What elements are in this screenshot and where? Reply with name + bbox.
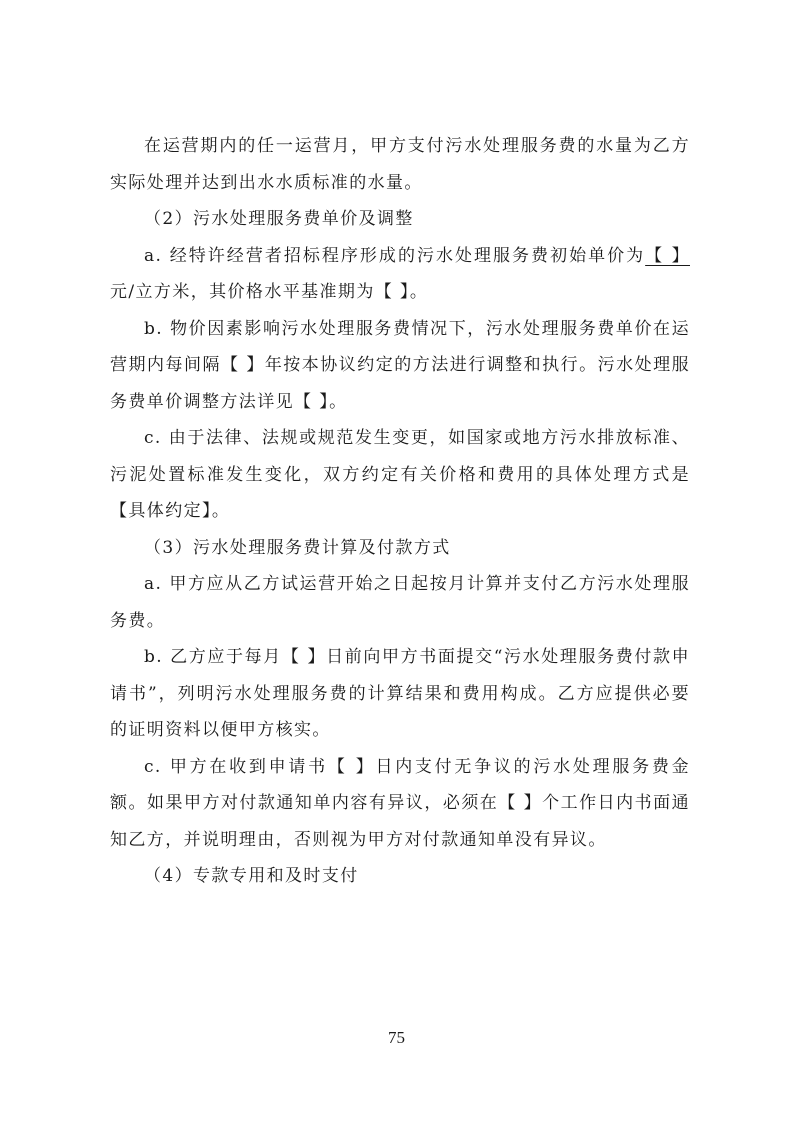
paragraph-monthly-calculation: a. 甲方应从乙方试运营开始之日起按月计算并支付乙方污水处理服务费。 xyxy=(110,574,690,631)
initial-price-text: a. 经特许经营者招标程序形成的污水处理服务费初始单价为 xyxy=(144,245,646,266)
paragraph-law-change: c. 由于法律、法规或规范发生变更，如国家或地方污水排放标准、污泥处置标准发生变化，双方约定有关价格和费用的具体处理方式是【具体约定】。 xyxy=(110,428,690,521)
paragraph-payment-request: b. 乙方应于每月【 】日前向甲方书面提交“污水处理服务费付款申请书”，列明污水处理服务费的计算结果和费用构成。乙方应提供必要的证明资料以便甲方核实。 xyxy=(110,647,690,740)
section-heading-dedicated-funds: （4）专款专用和及时支付 xyxy=(144,866,359,886)
paragraph-payment-deadline: c. 甲方在收到申请书【 】日内支付无争议的污水处理服务费金额。如果甲方对付款通知单内容有异议，必须在【 】个工作日内书面通知乙方，并说明理由，否则视为甲方对付款通知单没有异议。 xyxy=(110,756,690,850)
price-base-period-text: 元/立方米，其价格水平基准期为【 】。 xyxy=(110,282,429,302)
paragraph-price-adjustment: b. 物价因素影响污水处理服务费情况下，污水处理服务费单价在运营期内每间隔【 】年按本协议约定的方法进行调整和执行。污水处理服务费单价调整方法详见【 】。 xyxy=(110,318,690,412)
body-text xyxy=(110,128,690,895)
section-heading-payment-method: （3）污水处理服务费计算及付款方式 xyxy=(144,537,451,558)
page-number: 75 xyxy=(388,1028,405,1047)
price-blank-bracket: 【 】 xyxy=(645,245,690,266)
paragraph-initial-unit-price xyxy=(110,238,690,311)
paragraph-billing-volume: 在运营期内的任一运营月，甲方支付污水处理服务费的水量为乙方实际处理并达到出水水质标准的水量。 xyxy=(110,136,690,193)
section-heading-unit-price: （2）污水处理服务费单价及调整 xyxy=(144,209,414,229)
